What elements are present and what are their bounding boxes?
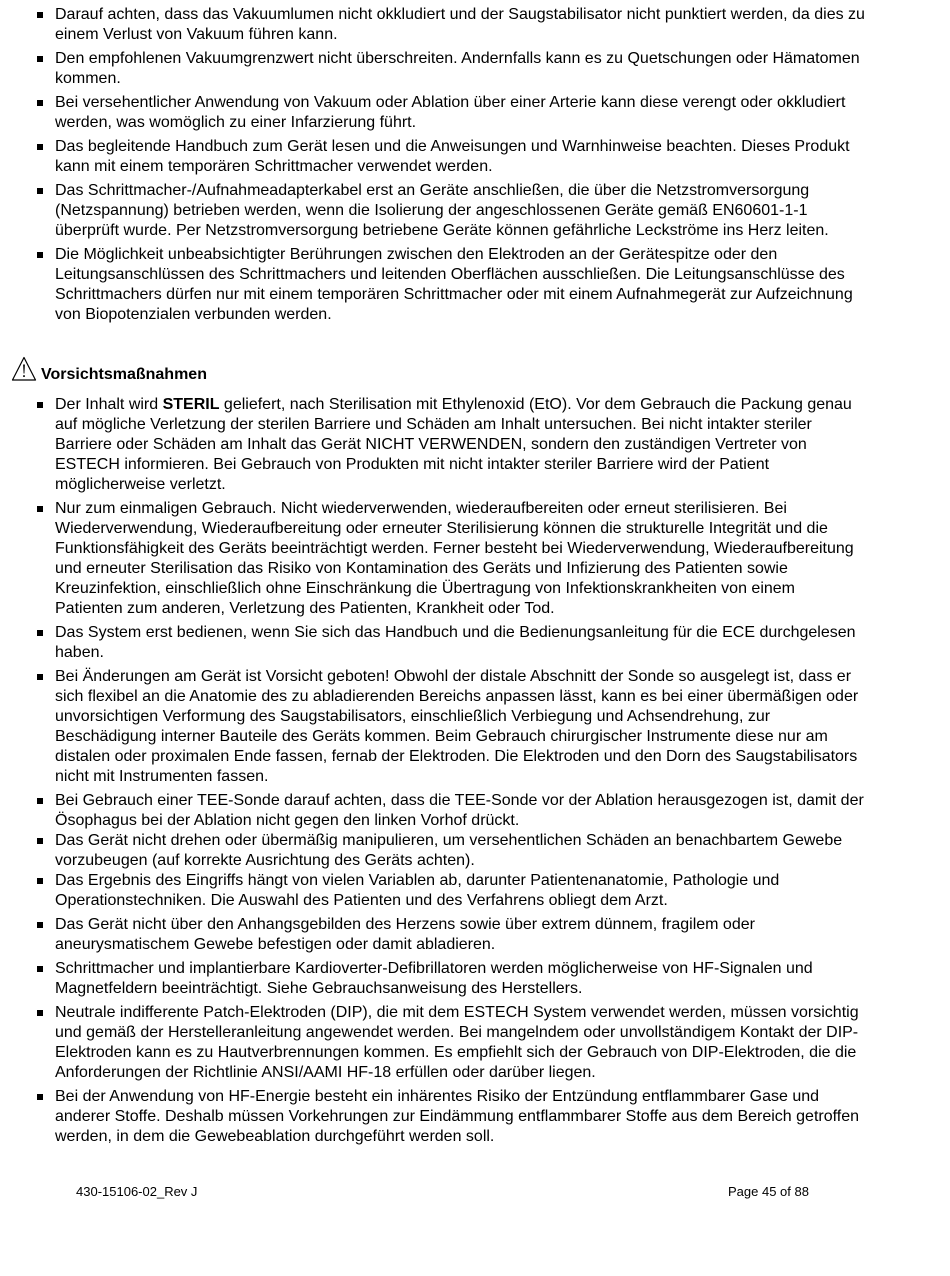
list-item: Das Ergebnis des Eingriffs hängt von vielen Variablen ab, darunter Patientenanatomie, Pathologie und Operationstechniken. Die Auswahl des Patienten und des Verfahrens obliegt dem Arzt.	[36, 871, 866, 911]
bullet-icon	[37, 144, 43, 150]
list-item: Das Gerät nicht über den Anhangsgebilden des Herzens sowie über extrem dünnem, fragilem oder aneurysmatischem Gewebe befestigen oder damit abladieren.	[36, 915, 866, 955]
list-item: Nur zum einmaligen Gebrauch. Nicht wiederverwenden, wiederaufbereiten oder erneut sterilisieren. Bei Wiederverwendung, Wiederaufbereitung oder erneuter Sterilisierung können die strukturelle Integrität und die Funktionsfähigkeit des Geräts beeinträchtigt werden. Ferner besteht bei Wiederverwendung, Wiederaufbereitung und erneuter Sterilisation das Risiko von Kontamination des Geräts und Infizierung des Patienten sowie Kreuzinfektion, einschließlich ohne Einschränkung die Übertragung von Infektionskrankheiten von einem Patienten zum anderen, Verletzung des Patienten, Krankheit oder Tod.	[36, 499, 866, 619]
document-id: 430-15106-02_Rev J	[76, 1184, 198, 1199]
bullet-icon	[37, 878, 43, 884]
bullet-icon	[37, 12, 43, 18]
list-item: Neutrale indifferente Patch-Elektroden (DIP), die mit dem ESTECH System verwendet werden, müssen vorsichtig und gemäß der Herstelleranleitung angewendet werden. Bei mangelndem oder unvollständigem Kontakt der DIP-Elektroden kann es zu Hautverbrennungen kommen. Es empfiehlt sich der Gebrauch von DIP-Elektroden, die die Anforderungen der Richtlinie ANSI/AAMI HF-18 erfüllen oder darüber liegen.	[36, 1003, 866, 1083]
list-item: Bei Gebrauch einer TEE-Sonde darauf achten, dass die TEE-Sonde vor der Ablation herausgezogen ist, damit der Ösophagus bei der Ablation nicht gegen den linken Vorhof drückt.	[36, 791, 866, 831]
list-item: Bei Änderungen am Gerät ist Vorsicht geboten! Obwohl der distale Abschnitt der Sonde so ausgelegt ist, dass er sich flexibel an die Anatomie des zu abladierenden Bereichs anpassen lässt, kann es bei einer übermäßigen oder unvorsichtigen Verformung des Saugstabilisators, einschließlich Verbiegung und Achsendrehung, zur Beschädigung interner Bauteile des Geräts kommen. Beim Gebrauch chirurgischer Instrumente diese nur am distalen oder proximalen Ende fassen, fernab der Elektroden. Die Elektroden und den Dorn des Saugstabilisators nicht mit Instrumenten fassen.	[36, 667, 866, 787]
list-item: Darauf achten, dass das Vakuumlumen nicht okkludiert und der Saugstabilisator nicht punktiert werden, da dies zu einem Verlust von Vakuum führen kann.	[36, 5, 866, 45]
bullet-icon	[37, 1010, 43, 1016]
warning-triangle-icon	[11, 356, 37, 382]
page-number: Page 45 of 88	[728, 1184, 809, 1199]
bullet-icon	[37, 966, 43, 972]
list-item: Das Schrittmacher-/Aufnahmeadapterkabel erst an Geräte anschließen, die über die Netzstromversorgung (Netzspannung) betrieben werden, wenn die Isolierung der angeschlossenen Geräte gemäß EN60601-1-1 überprüft wurde. Per Netzstromversorgung betriebene Geräte können gefährliche Leckströme ins Herz leiten.	[36, 181, 866, 241]
bullet-icon	[37, 674, 43, 680]
bullet-icon	[37, 100, 43, 106]
bullet-icon	[37, 402, 43, 408]
bullet-icon	[37, 838, 43, 844]
sterile-emphasis: STERIL	[162, 396, 220, 413]
bullet-icon	[37, 922, 43, 928]
list-item: Den empfohlenen Vakuumgrenzwert nicht überschreiten. Andernfalls kann es zu Quetschungen oder Hämatomen kommen.	[36, 49, 866, 89]
bullet-icon	[37, 506, 43, 512]
list-item: Das System erst bedienen, wenn Sie sich das Handbuch und die Bedienungsanleitung für die ECE durchgelesen haben.	[36, 623, 866, 663]
bullet-icon	[37, 630, 43, 636]
precautions-heading	[11, 356, 207, 382]
bullet-icon	[37, 252, 43, 258]
bullet-icon	[37, 56, 43, 62]
list-item: Die Möglichkeit unbeabsichtigter Berührungen zwischen den Elektroden an der Gerätespitze oder den Leitungsanschlüssen des Schrittmachers und leitenden Oberflächen ausschließen. Die Leitungsanschlüsse des Schrittmachers dürfen nur mit einem temporären Schrittmacher oder mit einem Aufnahmegerät zur Aufzeichnung von Biopotenzialen verbunden werden.	[36, 245, 866, 325]
warnings-list	[36, 5, 866, 329]
list-item: Das Gerät nicht drehen oder übermäßig manipulieren, um versehentlichen Schäden an benachbartem Gewebe vorzubeugen (auf korrekte Ausrichtung des Geräts achten).	[36, 831, 866, 871]
bullet-icon	[37, 188, 43, 194]
list-item: Bei der Anwendung von HF-Energie besteht ein inhärentes Risiko der Entzündung entflammbarer Gase und anderer Stoffe. Deshalb müssen Vorkehrungen zur Eindämmung entflammbarer Stoffe aus dem Bereich getroffen werden, in dem die Gewebeablation durchgeführt werden soll.	[36, 1087, 866, 1147]
bullet-icon	[37, 1094, 43, 1100]
list-item: Das begleitende Handbuch zum Gerät lesen und die Anweisungen und Warnhinweise beachten. Dieses Produkt kann mit einem temporären Schrittmacher verwendet werden.	[36, 137, 866, 177]
bullet-icon	[37, 798, 43, 804]
section-title: Vorsichtsmaßnahmen	[41, 366, 207, 383]
precautions-list	[36, 395, 866, 1151]
list-item: Bei versehentlicher Anwendung von Vakuum oder Ablation über einer Arterie kann diese verengt oder okkludiert werden, was womöglich zu einer Infarzierung führt.	[36, 93, 866, 133]
list-item: Der Inhalt wird STERIL geliefert, nach Sterilisation mit Ethylenoxid (EtO). Vor dem Gebrauch die Packung genau auf mögliche Verletzung der sterilen Barriere und Schäden am Inhalt untersuchen. Bei nicht intakter steriler Barriere oder Schäden am Inhalt das Gerät NICHT VERWENDEN, sondern den zuständigen Vertreter von ESTECH informieren. Bei Gebrauch von Produkten mit nicht intakter steriler Barriere wird der Patient möglicherweise verletzt.	[36, 395, 866, 495]
list-item: Schrittmacher und implantierbare Kardioverter-Defibrillatoren werden möglicherweise von HF-Signalen und Magnetfeldern beeinträchtigt. Siehe Gebrauchsanweisung des Herstellers.	[36, 959, 866, 999]
